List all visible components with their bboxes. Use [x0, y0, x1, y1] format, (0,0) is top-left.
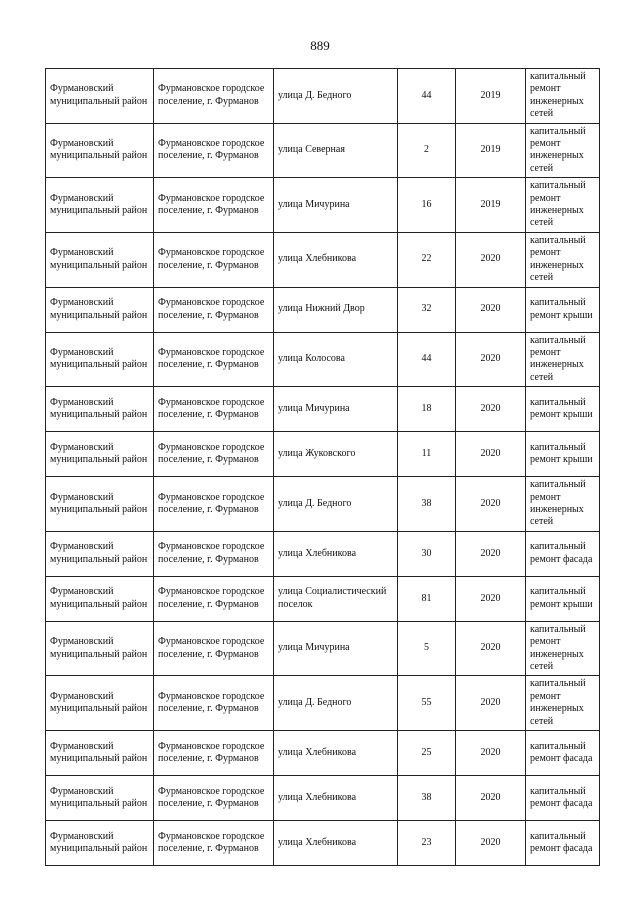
year-cell: 2020 [456, 332, 526, 387]
work-type-cell: капитальный ремонт инженерных сетей [526, 178, 600, 233]
work-type-cell: капитальный ремонт крыши [526, 576, 600, 621]
work-type-cell: капитальный ремонт крыши [526, 432, 600, 477]
district-cell: Фурмановский муниципальный район [46, 178, 154, 233]
house-number-cell: 38 [398, 776, 456, 821]
work-type-cell: капитальный ремонт фасада [526, 531, 600, 576]
settlement-cell: Фурмановское городское поселение, г. Фурманов [154, 387, 274, 432]
house-number-cell: 38 [398, 477, 456, 532]
table-row [46, 178, 600, 233]
housing-repair-table [45, 68, 600, 866]
table-row [46, 821, 600, 866]
table-row [46, 576, 600, 621]
house-number-cell: 44 [398, 332, 456, 387]
table-row [46, 531, 600, 576]
table-row [46, 621, 600, 676]
work-type-cell: капитальный ремонт крыши [526, 387, 600, 432]
year-cell: 2020 [456, 821, 526, 866]
table-row [46, 123, 600, 178]
district-cell: Фурмановский муниципальный район [46, 477, 154, 532]
house-number-cell: 23 [398, 821, 456, 866]
house-number-cell: 11 [398, 432, 456, 477]
settlement-cell: Фурмановское городское поселение, г. Фурманов [154, 432, 274, 477]
settlement-cell: Фурмановское городское поселение, г. Фурманов [154, 621, 274, 676]
district-cell: Фурмановский муниципальный район [46, 776, 154, 821]
year-cell: 2020 [456, 621, 526, 676]
settlement-cell: Фурмановское городское поселение, г. Фурманов [154, 232, 274, 287]
house-number-cell: 81 [398, 576, 456, 621]
work-type-cell: капитальный ремонт инженерных сетей [526, 123, 600, 178]
year-cell: 2020 [456, 387, 526, 432]
year-cell: 2019 [456, 123, 526, 178]
year-cell: 2020 [456, 432, 526, 477]
street-cell: улица Хлебникова [274, 731, 398, 776]
house-number-cell: 30 [398, 531, 456, 576]
street-cell: улица Нижний Двор [274, 287, 398, 332]
street-cell: улица Хлебникова [274, 232, 398, 287]
settlement-cell: Фурмановское городское поселение, г. Фурманов [154, 332, 274, 387]
street-cell: улица Д. Бедного [274, 676, 398, 731]
year-cell: 2020 [456, 776, 526, 821]
house-number-cell: 32 [398, 287, 456, 332]
year-cell: 2019 [456, 69, 526, 124]
settlement-cell: Фурмановское городское поселение, г. Фурманов [154, 69, 274, 124]
district-cell: Фурмановский муниципальный район [46, 287, 154, 332]
work-type-cell: капитальный ремонт инженерных сетей [526, 477, 600, 532]
table-row [46, 477, 600, 532]
year-cell: 2020 [456, 676, 526, 731]
work-type-cell: капитальный ремонт крыши [526, 287, 600, 332]
house-number-cell: 25 [398, 731, 456, 776]
year-cell: 2020 [456, 477, 526, 532]
settlement-cell: Фурмановское городское поселение, г. Фурманов [154, 776, 274, 821]
street-cell: улица Жуковского [274, 432, 398, 477]
district-cell: Фурмановский муниципальный район [46, 821, 154, 866]
table-row [46, 387, 600, 432]
house-number-cell: 5 [398, 621, 456, 676]
table-row [46, 332, 600, 387]
street-cell: улица Мичурина [274, 178, 398, 233]
street-cell: улица Мичурина [274, 621, 398, 676]
work-type-cell: капитальный ремонт инженерных сетей [526, 69, 600, 124]
house-number-cell: 22 [398, 232, 456, 287]
house-number-cell: 55 [398, 676, 456, 731]
year-cell: 2020 [456, 576, 526, 621]
settlement-cell: Фурмановское городское поселение, г. Фурманов [154, 676, 274, 731]
house-number-cell: 18 [398, 387, 456, 432]
table-row [46, 731, 600, 776]
district-cell: Фурмановский муниципальный район [46, 387, 154, 432]
work-type-cell: капитальный ремонт инженерных сетей [526, 676, 600, 731]
district-cell: Фурмановский муниципальный район [46, 432, 154, 477]
table-row [46, 287, 600, 332]
work-type-cell: капитальный ремонт инженерных сетей [526, 621, 600, 676]
district-cell: Фурмановский муниципальный район [46, 621, 154, 676]
work-type-cell: капитальный ремонт фасада [526, 731, 600, 776]
street-cell: улица Колосова [274, 332, 398, 387]
house-number-cell: 44 [398, 69, 456, 124]
district-cell: Фурмановский муниципальный район [46, 123, 154, 178]
table-body [46, 69, 600, 866]
table-row [46, 232, 600, 287]
street-cell: улица Д. Бедного [274, 477, 398, 532]
table-row [46, 432, 600, 477]
table-row [46, 776, 600, 821]
district-cell: Фурмановский муниципальный район [46, 332, 154, 387]
work-type-cell: капитальный ремонт инженерных сетей [526, 232, 600, 287]
year-cell: 2019 [456, 178, 526, 233]
year-cell: 2020 [456, 287, 526, 332]
district-cell: Фурмановский муниципальный район [46, 576, 154, 621]
year-cell: 2020 [456, 731, 526, 776]
house-number-cell: 2 [398, 123, 456, 178]
settlement-cell: Фурмановское городское поселение, г. Фурманов [154, 178, 274, 233]
street-cell: улица Д. Бедного [274, 69, 398, 124]
street-cell: улица Хлебникова [274, 821, 398, 866]
street-cell: улица Социалистический поселок [274, 576, 398, 621]
street-cell: улица Мичурина [274, 387, 398, 432]
settlement-cell: Фурмановское городское поселение, г. Фурманов [154, 531, 274, 576]
district-cell: Фурмановский муниципальный район [46, 232, 154, 287]
work-type-cell: капитальный ремонт фасада [526, 776, 600, 821]
district-cell: Фурмановский муниципальный район [46, 531, 154, 576]
district-cell: Фурмановский муниципальный район [46, 676, 154, 731]
work-type-cell: капитальный ремонт фасада [526, 821, 600, 866]
table-row [46, 676, 600, 731]
street-cell: улица Хлебникова [274, 531, 398, 576]
page-number: 889 [310, 38, 330, 53]
street-cell: улица Северная [274, 123, 398, 178]
settlement-cell: Фурмановское городское поселение, г. Фурманов [154, 731, 274, 776]
settlement-cell: Фурмановское городское поселение, г. Фурманов [154, 576, 274, 621]
settlement-cell: Фурмановское городское поселение, г. Фурманов [154, 123, 274, 178]
table-row [46, 69, 600, 124]
work-type-cell: капитальный ремонт инженерных сетей [526, 332, 600, 387]
year-cell: 2020 [456, 232, 526, 287]
house-number-cell: 16 [398, 178, 456, 233]
settlement-cell: Фурмановское городское поселение, г. Фурманов [154, 287, 274, 332]
settlement-cell: Фурмановское городское поселение, г. Фурманов [154, 477, 274, 532]
year-cell: 2020 [456, 531, 526, 576]
district-cell: Фурмановский муниципальный район [46, 69, 154, 124]
settlement-cell: Фурмановское городское поселение, г. Фурманов [154, 821, 274, 866]
street-cell: улица Хлебникова [274, 776, 398, 821]
district-cell: Фурмановский муниципальный район [46, 731, 154, 776]
